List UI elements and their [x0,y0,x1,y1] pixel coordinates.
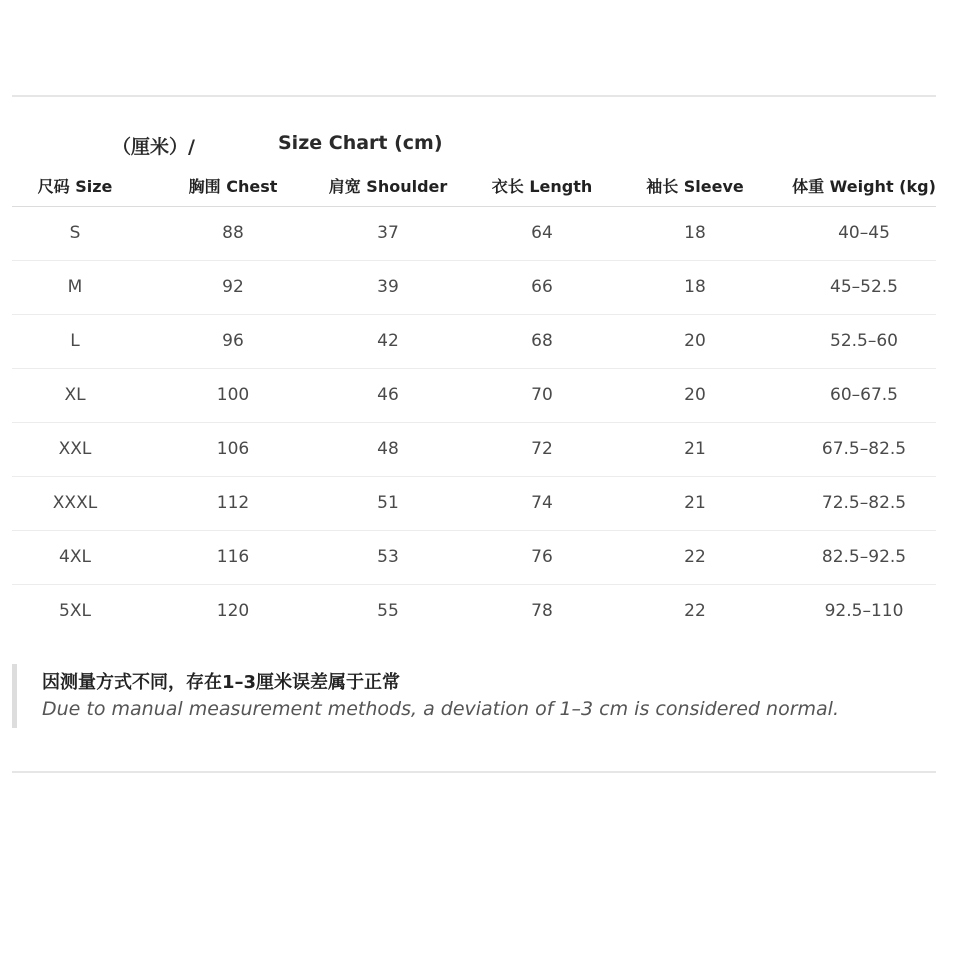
note-text-cn: 因测量方式不同，存在1–3厘米误差属于正常 [42,672,401,693]
cell-sleeve: 21 [684,493,706,513]
cell-size: M [67,277,83,297]
cell-shoulder: 51 [377,493,399,513]
cell-weight: 72.5–82.5 [821,493,907,513]
note-accent-bar [12,664,17,728]
cell-sleeve: 18 [684,223,706,243]
table-header [0,174,960,202]
cell-length: 66 [531,277,553,297]
bottom-divider [12,771,936,773]
cell-size: 4XL [59,547,91,567]
cell-shoulder: 55 [377,601,399,621]
cell-length: 72 [531,439,553,459]
cell-chest: 112 [216,493,250,513]
cell-chest: 120 [216,601,250,621]
note-text-en: Due to manual measurement methods, a deviation of 1–3 cm is considered normal. [42,698,839,720]
cell-weight: 67.5–82.5 [821,439,907,459]
cell-size: XXXL [52,493,98,513]
table-row [12,531,936,585]
cell-sleeve: 21 [684,439,706,459]
cell-chest: 100 [216,385,250,405]
table-row [12,477,936,531]
cell-sleeve: 22 [684,601,706,621]
measurement-note [12,664,912,728]
cell-weight: 52.5–60 [830,331,898,351]
cell-chest: 96 [222,331,244,351]
cell-size: L [70,331,80,351]
cell-chest: 116 [216,547,250,567]
cell-sleeve: 22 [684,547,706,567]
chart-title [0,132,960,162]
cell-weight: 45–52.5 [830,277,898,297]
cell-chest: 88 [222,223,244,243]
cell-sleeve: 20 [684,385,706,405]
table-row [12,207,936,261]
header-weight: 体重 Weight (kg) [792,177,936,196]
top-divider [12,95,936,97]
cell-size: XL [64,385,86,405]
cell-shoulder: 37 [377,223,399,243]
cell-weight: 82.5–92.5 [821,547,907,567]
cell-shoulder: 48 [377,439,399,459]
cell-length: 64 [531,223,553,243]
cell-chest: 106 [216,439,250,459]
title-unit-cn: （厘米）/ [112,136,195,158]
header-chest: 胸围 Chest [188,177,278,196]
header-size: 尺码 Size [37,177,113,196]
table-row [12,261,936,315]
cell-weight: 92.5–110 [824,601,904,621]
header-length: 衣长 Length [491,177,593,196]
cell-length: 68 [531,331,553,351]
cell-size: S [69,223,81,243]
cell-sleeve: 20 [684,331,706,351]
cell-length: 74 [531,493,553,513]
table-row [12,369,936,423]
header-shoulder: 肩宽 Shoulder [328,177,448,196]
cell-weight: 40–45 [838,223,890,243]
cell-size: XXL [58,439,92,459]
cell-shoulder: 42 [377,331,399,351]
cell-chest: 92 [222,277,244,297]
cell-shoulder: 53 [377,547,399,567]
cell-weight: 60–67.5 [830,385,898,405]
cell-size: 5XL [59,601,91,621]
cell-length: 76 [531,547,553,567]
cell-shoulder: 39 [377,277,399,297]
cell-length: 78 [531,601,553,621]
table-row [12,423,936,477]
header-sleeve: 袖长 Sleeve [646,177,744,196]
cell-sleeve: 18 [684,277,706,297]
table-row [12,315,936,369]
table-row [12,585,936,638]
cell-length: 70 [531,385,553,405]
title-size-chart: Size Chart (cm) [278,132,443,154]
cell-shoulder: 46 [377,385,399,405]
size-table-body [12,207,936,638]
